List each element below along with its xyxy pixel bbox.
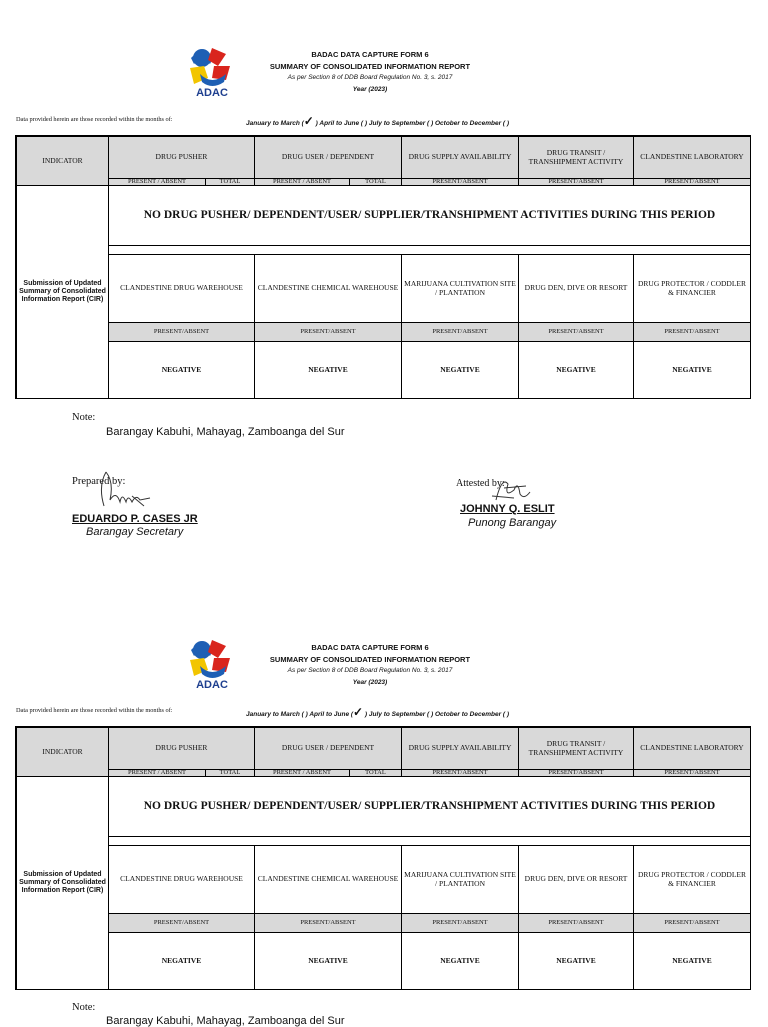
result-cell: NEGATIVE bbox=[108, 932, 255, 990]
header-drug-transit: DRUG TRANSIT / TRANSHIPMENT ACTIVITY bbox=[518, 136, 634, 179]
month-q1-label: January to March ( bbox=[246, 711, 304, 718]
header-drug-pusher: DRUG PUSHER bbox=[108, 727, 255, 770]
no-activity-banner: NO DRUG PUSHER/ DEPENDENT/USER/ SUPPLIER/TRANSHIPMENT ACTIVITIES DURING THIS PERIOD bbox=[108, 185, 751, 246]
header-clandestine-lab: CLANDESTINE LABORATORY bbox=[633, 136, 751, 179]
months-label: Data provided herein are those recorded within the months of: bbox=[16, 116, 173, 123]
result-cell: NEGATIVE bbox=[518, 932, 634, 990]
summary-table bbox=[15, 135, 751, 399]
header-marijuana-site: MARIJUANA CULTIVATION SITE / PLANTATION bbox=[401, 254, 519, 323]
form-title: BADAC DATA CAPTURE FORM 6 bbox=[311, 643, 429, 652]
result-cell: NEGATIVE bbox=[401, 932, 519, 990]
month-q4-label: October to December ( bbox=[435, 120, 506, 127]
form-year: Year (2023) bbox=[352, 86, 388, 93]
header-drug-transit: DRUG TRANSIT / TRANSHIPMENT ACTIVITY bbox=[518, 727, 634, 770]
form-subtitle: SUMMARY OF CONSOLIDATED INFORMATION REPORT bbox=[269, 62, 471, 71]
sub-present-absent: PRESENT/ABSENT bbox=[518, 913, 634, 933]
header-chemical-warehouse: CLANDESTINE CHEMICAL WAREHOUSE bbox=[254, 845, 402, 914]
cir-side-label: Submission of Updated Summary of Consolidated Information Report (CIR) bbox=[16, 776, 109, 990]
sub-present-absent: PRESENT / ABSENT bbox=[254, 769, 350, 777]
months-selector: January to March (✓ ) April to June ( ) July to September ( ) October to December ( ) bbox=[246, 114, 510, 128]
months-selector: January to March ( ) April to June (✓ ) July to September ( ) October to December ( ) bbox=[246, 705, 510, 719]
sub-present-absent: PRESENT/ABSENT bbox=[254, 322, 402, 342]
sub-present-absent: PRESENT/ABSENT bbox=[401, 178, 519, 186]
sub-total: TOTAL bbox=[205, 178, 255, 186]
header-chemical-warehouse: CLANDESTINE CHEMICAL WAREHOUSE bbox=[254, 254, 402, 323]
sub-present-absent: PRESENT / ABSENT bbox=[108, 769, 206, 777]
indicator-header: INDICATOR bbox=[16, 136, 109, 186]
note-label: Note: bbox=[72, 1002, 96, 1013]
sub-present-absent: PRESENT/ABSENT bbox=[108, 322, 255, 342]
note-text: Barangay Kabuhi, Mahayag, Zamboanga del Sur bbox=[106, 426, 345, 438]
sub-present-absent: PRESENT/ABSENT bbox=[401, 322, 519, 342]
result-cell: NEGATIVE bbox=[108, 341, 255, 399]
sub-present-absent: PRESENT/ABSENT bbox=[254, 913, 402, 933]
sub-present-absent: PRESENT/ABSENT bbox=[518, 322, 634, 342]
svg-text:ADAC: ADAC bbox=[196, 87, 228, 99]
note-label: Note: bbox=[72, 412, 96, 423]
month-q2-check[interactable]: ✓ bbox=[353, 705, 364, 719]
signature-attested-icon bbox=[484, 470, 534, 506]
header-drug-supply: DRUG SUPPLY AVAILABILITY bbox=[401, 727, 519, 770]
form-regulation: As per Section 8 of DDB Board Regulation No. 3, s. 2017 bbox=[287, 74, 453, 81]
attested-by-label: Attested by: bbox=[456, 478, 505, 489]
sub-present-absent: PRESENT/ABSENT bbox=[633, 178, 751, 186]
form-subtitle: SUMMARY OF CONSOLIDATED INFORMATION REPORT bbox=[269, 655, 471, 664]
summary-table bbox=[15, 726, 751, 990]
prepared-by-label: Prepared by: bbox=[72, 476, 126, 487]
header-drug-user: DRUG USER / DEPENDENT bbox=[254, 136, 402, 179]
header-drug-warehouse: CLANDESTINE DRUG WAREHOUSE bbox=[108, 845, 255, 914]
header-drug-user: DRUG USER / DEPENDENT bbox=[254, 727, 402, 770]
result-cell: NEGATIVE bbox=[401, 341, 519, 399]
form-regulation: As per Section 8 of DDB Board Regulation No. 3, s. 2017 bbox=[287, 667, 453, 674]
result-cell: NEGATIVE bbox=[518, 341, 634, 399]
sub-present-absent: PRESENT/ABSENT bbox=[401, 913, 519, 933]
month-q2-label: April to June ( bbox=[309, 711, 354, 718]
sub-present-absent: PRESENT/ABSENT bbox=[108, 913, 255, 933]
sub-present-absent: PRESENT/ABSENT bbox=[518, 769, 634, 777]
sub-present-absent: PRESENT/ABSENT bbox=[633, 769, 751, 777]
header-marijuana-site: MARIJUANA CULTIVATION SITE / PLANTATION bbox=[401, 845, 519, 914]
header-drug-protector: DRUG PROTECTOR / CODDLER & FINANCIER bbox=[633, 254, 751, 323]
month-q2-label: April to June ( bbox=[319, 120, 364, 127]
indicator-header: INDICATOR bbox=[16, 727, 109, 777]
no-activity-banner: NO DRUG PUSHER/ DEPENDENT/USER/ SUPPLIER/TRANSHIPMENT ACTIVITIES DURING THIS PERIOD bbox=[108, 776, 751, 837]
attested-by-name: JOHNNY Q. ESLIT bbox=[460, 503, 555, 515]
prepared-by-name: EDUARDO P. CASES JR bbox=[72, 513, 198, 525]
month-q3-label: July to September ( bbox=[368, 711, 430, 718]
header-clandestine-lab: CLANDESTINE LABORATORY bbox=[633, 727, 751, 770]
sub-present-absent: PRESENT/ABSENT bbox=[633, 322, 751, 342]
sub-present-absent: PRESENT/ABSENT bbox=[518, 178, 634, 186]
result-cell: NEGATIVE bbox=[254, 341, 402, 399]
result-cell: NEGATIVE bbox=[633, 932, 751, 990]
month-q3-label: July to September ( bbox=[368, 120, 430, 127]
header-drug-protector: DRUG PROTECTOR / CODDLER & FINANCIER bbox=[633, 845, 751, 914]
result-cell: NEGATIVE bbox=[254, 932, 402, 990]
month-q1-check[interactable]: ✓ bbox=[303, 114, 314, 128]
svg-text:ADAC: ADAC bbox=[196, 679, 228, 691]
sub-total: TOTAL bbox=[205, 769, 255, 777]
sub-present-absent: PRESENT / ABSENT bbox=[108, 178, 206, 186]
month-q1-label: January to March ( bbox=[246, 120, 304, 127]
note-text: Barangay Kabuhi, Mahayag, Zamboanga del Sur bbox=[106, 1015, 345, 1027]
form-title: BADAC DATA CAPTURE FORM 6 bbox=[311, 50, 429, 59]
sub-present-absent: PRESENT/ABSENT bbox=[633, 913, 751, 933]
header-drug-den: DRUG DEN, DIVE OR RESORT bbox=[518, 254, 634, 323]
months-label: Data provided herein are those recorded within the months of: bbox=[16, 707, 173, 714]
prepared-by-role: Barangay Secretary bbox=[86, 526, 184, 538]
cir-side-label: Submission of Updated Summary of Consolidated Information Report (CIR) bbox=[16, 185, 109, 399]
sub-total: TOTAL bbox=[349, 769, 402, 777]
sub-present-absent: PRESENT / ABSENT bbox=[254, 178, 350, 186]
sub-total: TOTAL bbox=[349, 178, 402, 186]
header-drug-supply: DRUG SUPPLY AVAILABILITY bbox=[401, 136, 519, 179]
result-cell: NEGATIVE bbox=[633, 341, 751, 399]
header-drug-den: DRUG DEN, DIVE OR RESORT bbox=[518, 845, 634, 914]
sub-present-absent: PRESENT/ABSENT bbox=[401, 769, 519, 777]
signature-prepared-icon bbox=[92, 466, 162, 514]
header-drug-warehouse: CLANDESTINE DRUG WAREHOUSE bbox=[108, 254, 255, 323]
attested-by-role: Punong Barangay bbox=[468, 517, 557, 529]
form-year: Year (2023) bbox=[352, 679, 388, 686]
header-drug-pusher: DRUG PUSHER bbox=[108, 136, 255, 179]
month-q4-label: October to December ( bbox=[435, 711, 506, 718]
